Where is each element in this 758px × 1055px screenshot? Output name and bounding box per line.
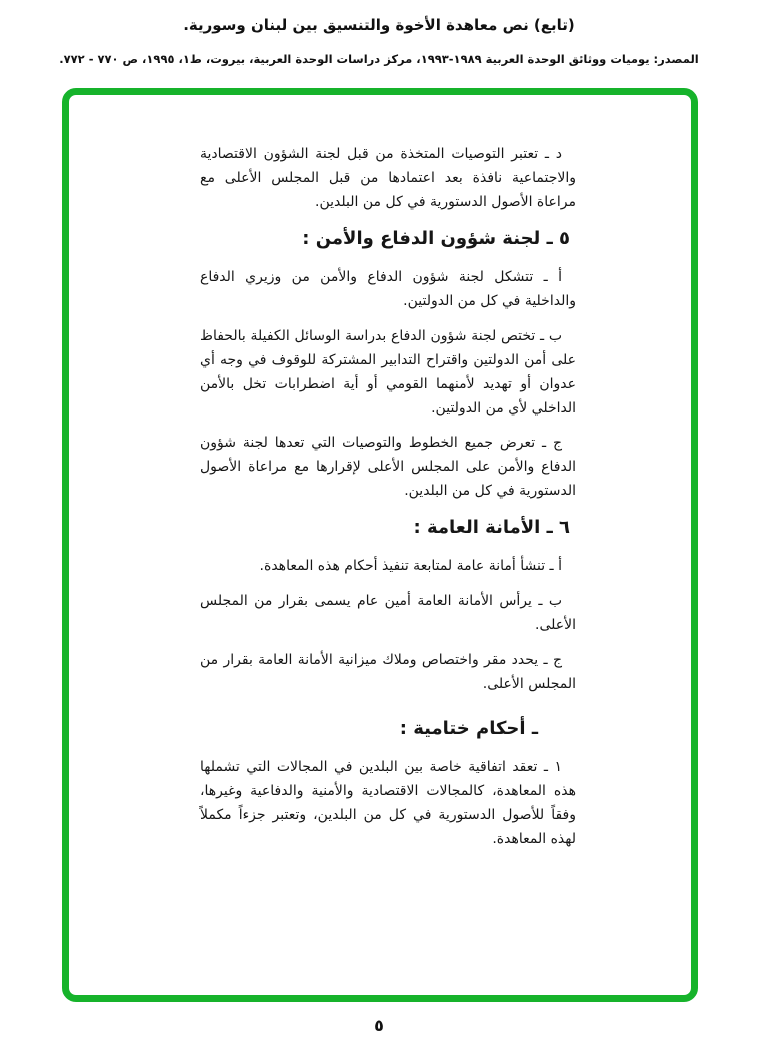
body-paragraph: ب ـ تختص لجنة شؤون الدفاع بدراسة الوسائل الكفيلة بالحفاظ على أمن الدولتين واقتراح التدابير المشتركة للوقوف في وجه أي عدوان أو تهديد لأمنهما القومي أو أية اضطرابات تخل بالأمن الداخلي لأي من الدولتين.: [200, 328, 576, 416]
body-paragraph: ج ـ يحدد مقر واختصاص وملاك ميزانية الأمانة العامة بقرار من المجلس الأعلى.: [200, 652, 576, 692]
treaty-text-column: [200, 142, 576, 862]
body-paragraph: أ ـ تنشأ أمانة عامة لمتابعة تنفيذ أحكام هذه المعاهدة.: [259, 558, 562, 574]
body-paragraph: ب ـ يرأس الأمانة العامة أمين عام يسمى بقرار من المجلس الأعلى.: [200, 593, 576, 633]
body-paragraph: ج ـ تعرض جميع الخطوط والتوصيات التي تعدها لجنة شؤون الدفاع والأمن على المجلس الأعلى لإقرارها مع مراعاة الأصول الدستورية في كل من البلدين.: [200, 435, 576, 499]
section-heading: ٦ ـ الأمانة العامة :: [413, 517, 570, 538]
page-number: ٥: [374, 1016, 384, 1035]
body-paragraph: د ـ تعتبر التوصيات المتخذة من قبل لجنة الشؤون الاقتصادية والاجتماعية نافذة بعد اعتمادها من قبل المجلس الأعلى مع مراعاة الأصول الدستورية في كل من البلدين.: [200, 146, 576, 210]
section-heading: ٥ ـ لجنة شؤون الدفاع والأمن :: [302, 228, 570, 249]
body-paragraph: أ ـ تتشكل لجنة شؤون الدفاع والأمن من وزيري الدفاع والداخلية في كل من الدولتين.: [200, 269, 576, 309]
source-citation: المصدر: يوميات ووثائق الوحدة العربية ١٩٨٩-١٩٩٣، مركز دراسات الوحدة العربية، بيروت، ط١، ١٩٩٥، ص ٧٧٠ - ٧٧٢.: [59, 52, 699, 66]
section-heading: ـ أحكام ختامية :: [399, 718, 538, 739]
body-paragraph: ١ ـ تعقد اتفاقية خاصة بين البلدين في المجالات التي تشملها هذه المعاهدة، كالمجالات الاقتصادية والأمنية والدفاعية وغيرها، وفقاً للأصول الدستورية في كل من البلدين، وتعتبر جزءاً مكملاً لهذه المعاهدة.: [200, 759, 576, 847]
document-title: (تابع) نص معاهدة الأخوة والتنسيق بين لبنان وسورية.: [183, 16, 575, 34]
